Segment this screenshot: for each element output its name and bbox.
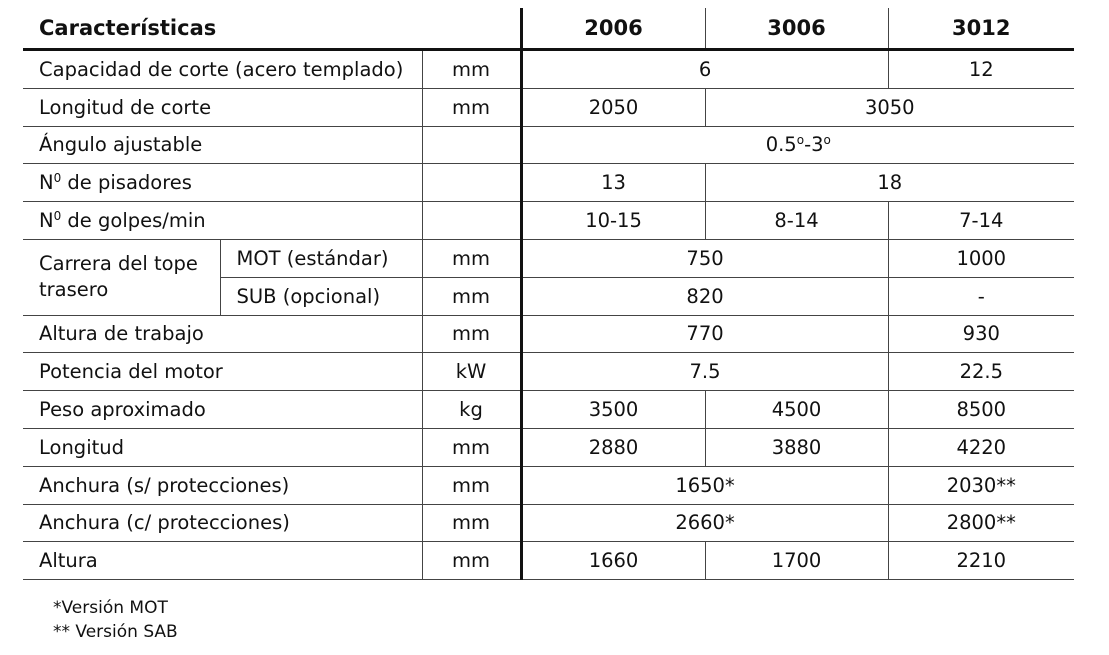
row-unit: [422, 164, 521, 202]
cell-value: 6: [521, 50, 888, 89]
cell-value-angulo: [521, 126, 1074, 164]
cell-value: 1000: [888, 239, 1074, 277]
row-unit: mm: [422, 504, 521, 542]
header-model-3012: 3012: [888, 8, 1074, 50]
cell-value: 1700: [705, 542, 888, 580]
table-row: [23, 353, 1074, 391]
cell-value: 2800**: [888, 504, 1074, 542]
cell-value: 3500: [521, 391, 705, 429]
row-label-golpes: [23, 202, 422, 240]
table-row: [23, 504, 1074, 542]
row-sublabel-mot: MOT (estándar): [220, 239, 422, 277]
row-label-longitud-corte: Longitud de corte: [23, 88, 422, 126]
cell-value: 4500: [705, 391, 888, 429]
table-row: [23, 391, 1074, 429]
label-sup: 0: [53, 171, 62, 186]
table-row: [23, 50, 1074, 89]
label-part: N: [39, 171, 54, 195]
cell-value: 8500: [888, 391, 1074, 429]
spec-table: [23, 8, 1074, 580]
header-model-2006: 2006: [521, 8, 705, 50]
cell-value: 1660: [521, 542, 705, 580]
row-label-altura: Altura: [23, 542, 422, 580]
row-unit: mm: [422, 50, 521, 89]
row-unit: kg: [422, 391, 521, 429]
row-label-altura-trabajo: Altura de trabajo: [23, 315, 422, 353]
row-label-carrera: Carrera del tope trasero: [23, 239, 220, 315]
row-label-anchura-c: Anchura (c/ protecciones): [23, 504, 422, 542]
row-label-pisadores: [23, 164, 422, 202]
label-part: de golpes/min: [61, 209, 206, 233]
cell-value: 8-14: [705, 202, 888, 240]
row-label-angulo: Ángulo ajustable: [23, 126, 422, 164]
row-unit: mm: [422, 277, 521, 315]
row-unit: mm: [422, 315, 521, 353]
table-row: [23, 164, 1074, 202]
cell-value: 1650*: [521, 466, 888, 504]
cell-value: 7-14: [888, 202, 1074, 240]
label-sup: 0: [53, 209, 62, 224]
table-row: [23, 239, 1074, 277]
cell-value: 7.5: [521, 353, 888, 391]
row-sublabel-sub: SUB (opcional): [220, 277, 422, 315]
footnote-mot: *Versión MOT: [53, 598, 168, 618]
table-row: [23, 466, 1074, 504]
header-title: Características: [23, 8, 521, 50]
cell-value: 930: [888, 315, 1074, 353]
table-row: [23, 542, 1074, 580]
table-row: [23, 428, 1074, 466]
table-row: [23, 315, 1074, 353]
cell-value: -: [888, 277, 1074, 315]
angulo-min: 0.5: [765, 133, 797, 157]
cell-value: 4220: [888, 428, 1074, 466]
row-unit: mm: [422, 542, 521, 580]
label-part: N: [39, 209, 54, 233]
degree-mark: o: [796, 133, 805, 148]
table-header-row: [23, 8, 1074, 50]
cell-value: 750: [521, 239, 888, 277]
table-row: [23, 202, 1074, 240]
label-part: de pisadores: [61, 171, 192, 195]
row-label-longitud: Longitud: [23, 428, 422, 466]
cell-value: 10-15: [521, 202, 705, 240]
row-unit: mm: [422, 239, 521, 277]
cell-value: 3050: [705, 88, 1074, 126]
degree-mark: o: [823, 133, 831, 148]
row-label-potencia: Potencia del motor: [23, 353, 422, 391]
row-unit: kW: [422, 353, 521, 391]
cell-value: 2030**: [888, 466, 1074, 504]
row-label-capacidad: Capacidad de corte (acero templado): [23, 50, 422, 89]
row-unit: mm: [422, 88, 521, 126]
cell-value: 3880: [705, 428, 888, 466]
footnote-sab: ** Versión SAB: [53, 622, 178, 642]
row-label-peso: Peso aproximado: [23, 391, 422, 429]
cell-value: 2660*: [521, 504, 888, 542]
row-label-anchura-s: Anchura (s/ protecciones): [23, 466, 422, 504]
cell-value: 12: [888, 50, 1074, 89]
spec-table-container: [23, 8, 1074, 580]
footnotes: [53, 596, 178, 644]
row-unit: [422, 126, 521, 164]
cell-value: 22.5: [888, 353, 1074, 391]
table-row: [23, 126, 1074, 164]
cell-value: 820: [521, 277, 888, 315]
cell-value: 2880: [521, 428, 705, 466]
row-unit: mm: [422, 428, 521, 466]
cell-value: 2050: [521, 88, 705, 126]
header-model-3006: 3006: [705, 8, 888, 50]
row-unit: [422, 202, 521, 240]
cell-value: 13: [521, 164, 705, 202]
cell-value: 2210: [888, 542, 1074, 580]
cell-value: 18: [705, 164, 1074, 202]
row-unit: mm: [422, 466, 521, 504]
angulo-max: -3: [804, 133, 824, 157]
cell-value: 770: [521, 315, 888, 353]
table-row: [23, 88, 1074, 126]
